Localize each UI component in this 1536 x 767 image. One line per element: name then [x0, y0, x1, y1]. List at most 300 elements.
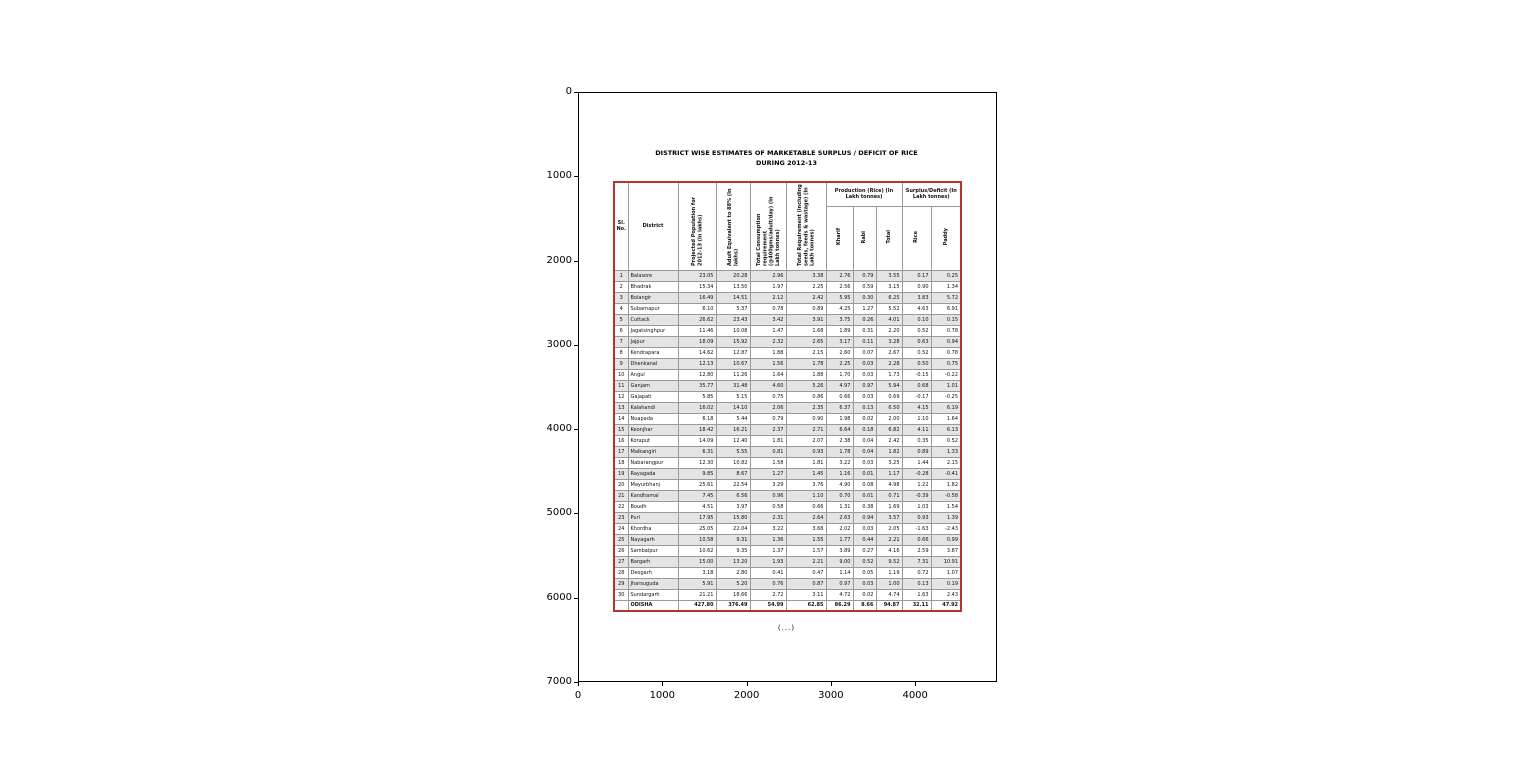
- value-cell: 12.87: [716, 347, 750, 358]
- table-row: [614, 303, 961, 314]
- value-cell: 2.31: [750, 512, 786, 523]
- value-cell: 12.40: [716, 435, 750, 446]
- value-cell: 5.52: [876, 303, 902, 314]
- value-cell: 0.02: [853, 413, 876, 424]
- value-cell: 1.10: [786, 490, 826, 501]
- y-tick-label: 3000: [546, 338, 572, 350]
- value-cell: 2.64: [786, 512, 826, 523]
- table-row: [614, 490, 961, 501]
- sl-no-cell: 3: [614, 292, 628, 303]
- header-total-label: Total: [885, 230, 892, 244]
- value-cell: 1.82: [931, 479, 961, 490]
- district-cell: Nayagarh: [628, 534, 678, 545]
- value-cell: 3.28: [876, 336, 902, 347]
- value-cell: 0.97: [826, 578, 853, 589]
- sl-no-cell: 6: [614, 325, 628, 336]
- value-cell: 1.39: [931, 512, 961, 523]
- table-title: [613, 148, 960, 168]
- value-cell: 2.67: [876, 347, 902, 358]
- table-row: [614, 501, 961, 512]
- value-cell: 0.99: [931, 534, 961, 545]
- value-cell: 16.21: [716, 424, 750, 435]
- header-population-label: Projected Population for 2012-13 (In lakhs): [690, 197, 703, 267]
- y-tick-mark: [574, 513, 578, 514]
- value-cell: 32.11: [902, 600, 931, 611]
- table-row: [614, 270, 961, 281]
- sl-no-cell: 21: [614, 490, 628, 501]
- value-cell: 54.99: [750, 600, 786, 611]
- value-cell: 14.10: [716, 402, 750, 413]
- y-tick-label: 5000: [546, 507, 572, 519]
- value-cell: 0.94: [931, 336, 961, 347]
- value-cell: 15.34: [678, 281, 716, 292]
- value-cell: 0.03: [853, 369, 876, 380]
- value-cell: 2.15: [786, 347, 826, 358]
- value-cell: 5.37: [716, 303, 750, 314]
- value-cell: 15.00: [678, 556, 716, 567]
- value-cell: 0.03: [853, 523, 876, 534]
- sl-no-cell: 9: [614, 358, 628, 369]
- value-cell: 0.52: [853, 556, 876, 567]
- table-row: [614, 435, 961, 446]
- value-cell: 18.66: [716, 589, 750, 600]
- district-cell: Malkangiri: [628, 446, 678, 457]
- value-cell: 10.58: [678, 534, 716, 545]
- value-cell: 2.42: [786, 292, 826, 303]
- value-cell: 23.43: [716, 314, 750, 325]
- sl-no-cell: 24: [614, 523, 628, 534]
- value-cell: 62.85: [786, 600, 826, 611]
- district-cell: Jajpur: [628, 336, 678, 347]
- value-cell: 2.59: [902, 545, 931, 556]
- value-cell: 0.35: [902, 435, 931, 446]
- value-cell: 3.97: [716, 501, 750, 512]
- value-cell: 3.17: [826, 336, 853, 347]
- table-row: [614, 325, 961, 336]
- value-cell: 3.18: [678, 567, 716, 578]
- table-row: [614, 578, 961, 589]
- sl-no-cell: 2: [614, 281, 628, 292]
- value-cell: 11.26: [716, 369, 750, 380]
- value-cell: 14.62: [678, 347, 716, 358]
- value-cell: 0.90: [786, 413, 826, 424]
- value-cell: 3.22: [826, 457, 853, 468]
- value-cell: 3.75: [826, 314, 853, 325]
- value-cell: 5.26: [786, 380, 826, 391]
- value-cell: 4.72: [826, 589, 853, 600]
- x-tick-label: 1000: [649, 690, 676, 701]
- table-row: [614, 534, 961, 545]
- table-row: [614, 457, 961, 468]
- value-cell: 3.83: [902, 292, 931, 303]
- header-adult-label: Adult Equivalent to 88% (In lakhs): [726, 188, 739, 267]
- value-cell: 1.22: [902, 479, 931, 490]
- value-cell: 1.27: [853, 303, 876, 314]
- data-table: [613, 181, 962, 612]
- table-row: [614, 424, 961, 435]
- value-cell: 0.63: [902, 336, 931, 347]
- value-cell: 4.74: [876, 589, 902, 600]
- value-cell: -0.17: [902, 391, 931, 402]
- header-district: [628, 182, 678, 270]
- sl-no-cell: 27: [614, 556, 628, 567]
- sl-no-cell: 22: [614, 501, 628, 512]
- value-cell: 0.27: [853, 545, 876, 556]
- value-cell: 0.97: [853, 380, 876, 391]
- value-cell: 1.68: [786, 325, 826, 336]
- value-cell: 0.13: [853, 402, 876, 413]
- sl-no-cell: 10: [614, 369, 628, 380]
- value-cell: 2.42: [876, 435, 902, 446]
- value-cell: 23.05: [678, 270, 716, 281]
- sl-no-cell: 23: [614, 512, 628, 523]
- sl-no-cell: 14: [614, 413, 628, 424]
- value-cell: -0.58: [931, 490, 961, 501]
- district-cell: Nuapada: [628, 413, 678, 424]
- value-cell: 21.21: [678, 589, 716, 600]
- district-cell: Rayagada: [628, 468, 678, 479]
- value-cell: 3.42: [750, 314, 786, 325]
- value-cell: 2.20: [876, 325, 902, 336]
- value-cell: 0.05: [853, 567, 876, 578]
- value-cell: 1.45: [786, 468, 826, 479]
- table-body: [614, 270, 961, 611]
- district-cell: Jagatsinghpur: [628, 325, 678, 336]
- header-consumption-label: Total Consumption requirement (@400gms/adult/day) (In Lakh tonnes): [755, 196, 781, 267]
- value-cell: 1.00: [876, 578, 902, 589]
- value-cell: 1.77: [826, 534, 853, 545]
- value-cell: 1.88: [750, 347, 786, 358]
- header-kharif-label: Kharif: [836, 228, 843, 246]
- value-cell: 9.31: [716, 534, 750, 545]
- value-cell: 6.10: [678, 303, 716, 314]
- value-cell: 1.27: [750, 468, 786, 479]
- value-cell: 2.05: [876, 523, 902, 534]
- value-cell: 0.59: [853, 281, 876, 292]
- value-cell: 26.62: [678, 314, 716, 325]
- table-row: [614, 292, 961, 303]
- value-cell: 9.85: [678, 468, 716, 479]
- value-cell: 0.66: [826, 391, 853, 402]
- header-sl-no-label: Sl. No.: [616, 220, 627, 233]
- table-title-line2: DURING 2012-13: [756, 159, 817, 168]
- value-cell: 2.02: [826, 523, 853, 534]
- header-adult-equivalent: [716, 182, 750, 270]
- value-cell: 376.49: [716, 600, 750, 611]
- district-cell: Kalahandi: [628, 402, 678, 413]
- value-cell: 6.56: [716, 490, 750, 501]
- y-tick-label: 1000: [546, 170, 572, 182]
- district-cell: Sambalpur: [628, 545, 678, 556]
- value-cell: 20.28: [716, 270, 750, 281]
- value-cell: 2.28: [876, 358, 902, 369]
- y-tick-mark: [574, 176, 578, 177]
- value-cell: 1.58: [750, 457, 786, 468]
- value-cell: 2.25: [826, 358, 853, 369]
- value-cell: 3.57: [876, 512, 902, 523]
- y-tick-mark: [574, 92, 578, 93]
- x-tick-label: 2000: [733, 690, 760, 701]
- value-cell: 12.30: [678, 457, 716, 468]
- value-cell: 1.70: [826, 369, 853, 380]
- header-rabi: [853, 206, 876, 270]
- value-cell: 2.15: [931, 457, 961, 468]
- value-cell: 0.79: [750, 413, 786, 424]
- value-cell: 16.49: [678, 292, 716, 303]
- value-cell: 4.98: [876, 479, 902, 490]
- district-cell: Dhenkanal: [628, 358, 678, 369]
- value-cell: 0.94: [853, 512, 876, 523]
- table-row: [614, 369, 961, 380]
- value-cell: 0.01: [853, 468, 876, 479]
- table-row: [614, 391, 961, 402]
- header-paddy-label: Paddy: [942, 228, 949, 246]
- value-cell: 1.56: [750, 358, 786, 369]
- value-cell: 4.97: [826, 380, 853, 391]
- value-cell: 0.90: [902, 281, 931, 292]
- y-tick-mark: [574, 598, 578, 599]
- sl-no-cell: [614, 600, 628, 611]
- value-cell: 15.92: [716, 336, 750, 347]
- value-cell: 9.35: [716, 545, 750, 556]
- district-cell: Puri: [628, 512, 678, 523]
- value-cell: 5.95: [826, 292, 853, 303]
- value-cell: 3.89: [826, 545, 853, 556]
- value-cell: 18.42: [678, 424, 716, 435]
- value-cell: 1.93: [750, 556, 786, 567]
- value-cell: 1.73: [876, 369, 902, 380]
- sl-no-cell: 12: [614, 391, 628, 402]
- value-cell: 3.15: [876, 281, 902, 292]
- header-district-label: District: [642, 223, 664, 230]
- value-cell: 0.03: [853, 578, 876, 589]
- value-cell: 16.02: [678, 402, 716, 413]
- value-cell: 427.80: [678, 600, 716, 611]
- sl-no-cell: 18: [614, 457, 628, 468]
- value-cell: 0.04: [853, 446, 876, 457]
- y-tick-label: 6000: [546, 591, 572, 603]
- value-cell: 6.82: [876, 424, 902, 435]
- total-row: [614, 600, 961, 611]
- value-cell: 0.79: [853, 270, 876, 281]
- district-cell: Subarnapur: [628, 303, 678, 314]
- value-cell: 0.02: [853, 589, 876, 600]
- sl-no-cell: 7: [614, 336, 628, 347]
- value-cell: 1.31: [826, 501, 853, 512]
- value-cell: 3.11: [786, 589, 826, 600]
- value-cell: 2.38: [826, 435, 853, 446]
- value-cell: 3.29: [750, 479, 786, 490]
- district-cell: Bolangir: [628, 292, 678, 303]
- value-cell: 0.13: [902, 578, 931, 589]
- header-sl-no: [614, 182, 628, 270]
- table-row: [614, 446, 961, 457]
- y-tick-mark: [574, 261, 578, 262]
- value-cell: 0.75: [931, 358, 961, 369]
- value-cell: 12.13: [678, 358, 716, 369]
- value-cell: 2.80: [716, 567, 750, 578]
- y-tick-label: 4000: [546, 423, 572, 435]
- value-cell: 5.91: [678, 578, 716, 589]
- value-cell: 35.77: [678, 380, 716, 391]
- value-cell: 6.37: [826, 402, 853, 413]
- value-cell: 0.52: [931, 435, 961, 446]
- value-cell: 1.16: [826, 468, 853, 479]
- value-cell: 25.05: [678, 523, 716, 534]
- value-cell: 2.35: [786, 402, 826, 413]
- value-cell: 1.64: [750, 369, 786, 380]
- sl-no-cell: 17: [614, 446, 628, 457]
- value-cell: 2.21: [786, 556, 826, 567]
- district-cell: Kandhamal: [628, 490, 678, 501]
- district-cell: Deogarh: [628, 567, 678, 578]
- value-cell: 4.90: [826, 479, 853, 490]
- value-cell: 0.71: [876, 490, 902, 501]
- table-row: [614, 567, 961, 578]
- value-cell: 2.65: [786, 336, 826, 347]
- x-tick-mark: [747, 682, 748, 686]
- value-cell: 15.80: [716, 512, 750, 523]
- value-cell: 2.60: [826, 347, 853, 358]
- value-cell: 22.54: [716, 479, 750, 490]
- value-cell: 0.07: [853, 347, 876, 358]
- value-cell: 10.82: [716, 457, 750, 468]
- value-cell: 1.78: [786, 358, 826, 369]
- sl-no-cell: 20: [614, 479, 628, 490]
- value-cell: -0.25: [931, 391, 961, 402]
- value-cell: 1.44: [902, 457, 931, 468]
- value-cell: 1.63: [902, 589, 931, 600]
- value-cell: 1.47: [750, 325, 786, 336]
- value-cell: 1.37: [750, 545, 786, 556]
- header-rice: [902, 206, 931, 270]
- value-cell: 10.62: [678, 545, 716, 556]
- table-row: [614, 347, 961, 358]
- value-cell: 2.25: [786, 281, 826, 292]
- value-cell: 0.81: [750, 446, 786, 457]
- value-cell: 5.94: [876, 380, 902, 391]
- x-tick-label: 4000: [902, 690, 928, 701]
- value-cell: 6.18: [678, 413, 716, 424]
- y-tick-label: 2000: [546, 254, 572, 266]
- sl-no-cell: 1: [614, 270, 628, 281]
- value-cell: 2.96: [750, 270, 786, 281]
- district-cell: Nabarangpur: [628, 457, 678, 468]
- value-cell: 3.38: [786, 270, 826, 281]
- value-cell: 0.47: [786, 567, 826, 578]
- value-cell: 1.64: [931, 413, 961, 424]
- value-cell: 4.01: [876, 314, 902, 325]
- value-cell: 10.67: [716, 358, 750, 369]
- value-cell: 1.36: [750, 534, 786, 545]
- value-cell: 1.81: [750, 435, 786, 446]
- value-cell: 0.18: [853, 424, 876, 435]
- value-cell: 3.55: [876, 270, 902, 281]
- value-cell: 3.87: [931, 545, 961, 556]
- value-cell: 0.89: [902, 446, 931, 457]
- header-paddy: [931, 206, 961, 270]
- value-cell: 0.31: [853, 325, 876, 336]
- value-cell: 6.13: [931, 424, 961, 435]
- value-cell: 0.70: [826, 490, 853, 501]
- value-cell: 5.85: [678, 391, 716, 402]
- value-cell: 0.66: [902, 534, 931, 545]
- value-cell: 5.55: [716, 446, 750, 457]
- value-cell: 4.51: [678, 501, 716, 512]
- sl-no-cell: 5: [614, 314, 628, 325]
- table-title-line1: DISTRICT WISE ESTIMATES OF MARKETABLE SURPLUS / DEFICIT OF RICE: [655, 149, 918, 157]
- sl-no-cell: 25: [614, 534, 628, 545]
- table-row: [614, 479, 961, 490]
- sl-no-cell: 19: [614, 468, 628, 479]
- x-tick-label: 0: [574, 690, 582, 701]
- value-cell: 0.19: [931, 578, 961, 589]
- value-cell: 5.20: [716, 578, 750, 589]
- sl-no-cell: 26: [614, 545, 628, 556]
- value-cell: 1.17: [876, 468, 902, 479]
- value-cell: 1.07: [931, 567, 961, 578]
- value-cell: 6.31: [678, 446, 716, 457]
- value-cell: 9.52: [876, 556, 902, 567]
- value-cell: 0.89: [786, 303, 826, 314]
- value-cell: 6.25: [876, 292, 902, 303]
- value-cell: 3.22: [750, 523, 786, 534]
- value-cell: 0.68: [902, 380, 931, 391]
- value-cell: 1.81: [786, 457, 826, 468]
- value-cell: 2.21: [876, 534, 902, 545]
- value-cell: 0.96: [750, 490, 786, 501]
- value-cell: 94.87: [876, 600, 902, 611]
- value-cell: 4.11: [902, 424, 931, 435]
- value-cell: 0.04: [853, 435, 876, 446]
- district-cell: Bhadrak: [628, 281, 678, 292]
- value-cell: 0.69: [876, 391, 902, 402]
- value-cell: 0.15: [931, 314, 961, 325]
- value-cell: 0.87: [786, 578, 826, 589]
- header-kharif: [826, 206, 853, 270]
- value-cell: 1.54: [931, 501, 961, 512]
- sl-no-cell: 13: [614, 402, 628, 413]
- value-cell: 47.92: [931, 600, 961, 611]
- district-cell: Khordha: [628, 523, 678, 534]
- header-production-group: [826, 182, 902, 206]
- value-cell: 0.93: [902, 512, 931, 523]
- value-cell: 31.48: [716, 380, 750, 391]
- table-row: [614, 589, 961, 600]
- header-production-group-label: Production (Rice) (In Lakh tonnes): [834, 188, 894, 201]
- value-cell: 1.97: [750, 281, 786, 292]
- value-cell: 0.17: [902, 270, 931, 281]
- value-cell: 0.08: [853, 479, 876, 490]
- district-cell: Sundargarh: [628, 589, 678, 600]
- value-cell: -1.63: [902, 523, 931, 534]
- value-cell: 2.37: [750, 424, 786, 435]
- sl-no-cell: 28: [614, 567, 628, 578]
- value-cell: 0.03: [853, 391, 876, 402]
- x-tick-mark: [915, 682, 916, 686]
- header-surplus-group-label: Surplus/Deficit (In Lakh tonnes): [905, 188, 957, 201]
- value-cell: 1.88: [786, 369, 826, 380]
- value-cell: 17.95: [678, 512, 716, 523]
- table-row: [614, 358, 961, 369]
- value-cell: 2.71: [786, 424, 826, 435]
- district-cell: Keonjhar: [628, 424, 678, 435]
- value-cell: 8.66: [853, 600, 876, 611]
- value-cell: -0.41: [931, 468, 961, 479]
- value-cell: 6.64: [826, 424, 853, 435]
- district-cell: ODISHA: [628, 600, 678, 611]
- value-cell: 1.57: [786, 545, 826, 556]
